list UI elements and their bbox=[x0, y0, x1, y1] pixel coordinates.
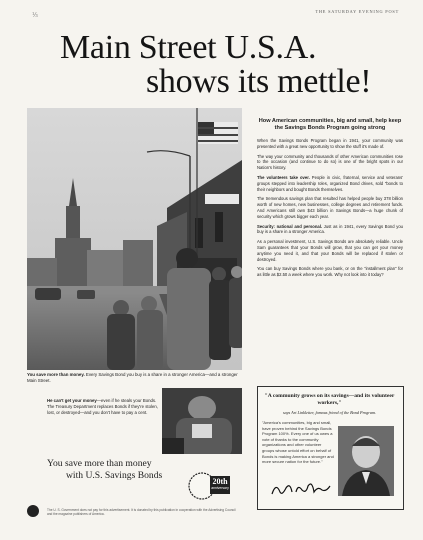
thief-photo-caption bbox=[47, 398, 159, 416]
tagline-line-2: with U.S. Savings Bonds bbox=[66, 470, 163, 481]
article-paragraph: When the Savings Bonds Program began in 1941, your community was presented with a great new opportunity to show the stuff it's made of. bbox=[257, 138, 403, 149]
linkletter-portrait bbox=[338, 426, 394, 496]
headline-line-2: shows its mettle! bbox=[146, 63, 372, 100]
article-paragraph: As a personal investment, U.S. Savings Bonds are absolutely reliable. Uncle Sam guarantees that your Bonds will grow, that you can get your money anytime you need it, and that your Bonds will be replaced if stolen or destroyed. bbox=[257, 239, 403, 262]
article-subhead: How American communities, big and small, help keep the Savings Bonds Program going strong bbox=[258, 118, 402, 131]
quote-headline: "A community grows on its savings—and its volunteer workers," bbox=[264, 393, 395, 406]
headline-line-1: Main Street U.S.A. bbox=[60, 29, 317, 66]
main-street-photo bbox=[27, 108, 242, 370]
article-paragraph: You can buy Savings Bonds where you bank, or on the "installment plan" for as little as $2.50 a week where you work. Why not look into it today? bbox=[257, 266, 403, 278]
badge-number: 20th bbox=[212, 477, 228, 486]
quote-attribution: says Art Linkletter, famous friend of the Bond Program. bbox=[282, 410, 377, 415]
article-paragraph bbox=[257, 175, 403, 192]
thief-caption-text: —even if he steals your Bonds. The Treasury Department replaces Bonds if they're stolen, lost, or destroyed—and you don't have to pay a cent. bbox=[47, 398, 158, 415]
main-caption-text: Every Savings Bond you buy is a share in a stronger America—and a stronger Main Street. bbox=[27, 372, 238, 383]
article-column bbox=[257, 118, 403, 282]
fine-print: The U. S. Government does not pay for this advertisement. It is donated by this publication in cooperation with the Advertising Council and the magazine publishers of America. bbox=[47, 508, 236, 517]
paragraph-text: Just as in 1941, every Savings Bond you buy is a share in a stronger America. bbox=[257, 223, 403, 235]
badge-text: anniversary bbox=[211, 486, 229, 490]
running-head: THE SATURDAY EVENING POST bbox=[315, 9, 399, 14]
main-photo-caption bbox=[27, 372, 243, 384]
paragraph-lead: The volunteers take over. bbox=[257, 174, 310, 180]
article-paragraph: The tremendous savings plan that resulted has helped people buy 378 billion worth of new homes, new businesses, college degrees and retirement funds. And Americans still own $43 billion in Savings Bonds—a huge chunk of security which grows bigger each year. bbox=[257, 196, 403, 219]
main-caption-bold: You save more than money. bbox=[27, 372, 85, 377]
treasury-seal-icon bbox=[27, 505, 39, 517]
thief-photo bbox=[162, 388, 242, 454]
tagline-line-1: You save more than money bbox=[47, 458, 152, 469]
anniversary-badge bbox=[188, 468, 232, 504]
quote-text: "America's communities, big and small, have proven behind the Savings Bonds Program 100%. Every one of us owes a vote of thanks to the community organizations and other volunteer groups whose untold effort on behalf of Bonds is making America a stronger and more secure nation for the future." bbox=[262, 420, 334, 465]
article-paragraph: The way your community and thousands of other American communities rose to the occasion (and continue to do so) is one of the bright spots in our Nation's history. bbox=[257, 153, 403, 171]
article-paragraph bbox=[257, 224, 403, 236]
page-corner-mark: ⅓ bbox=[32, 12, 38, 19]
thief-caption-bold: He can't get your money bbox=[47, 398, 97, 403]
linkletter-signature bbox=[268, 478, 334, 500]
paragraph-text: People in civic, fraternal, service and veterans' groups stepped into leadership roles, organized Bond drives, sold "bonds to their neighbors and bought Bonds themselves. bbox=[257, 174, 403, 192]
paragraph-lead: Security: national and personal. bbox=[257, 223, 323, 229]
